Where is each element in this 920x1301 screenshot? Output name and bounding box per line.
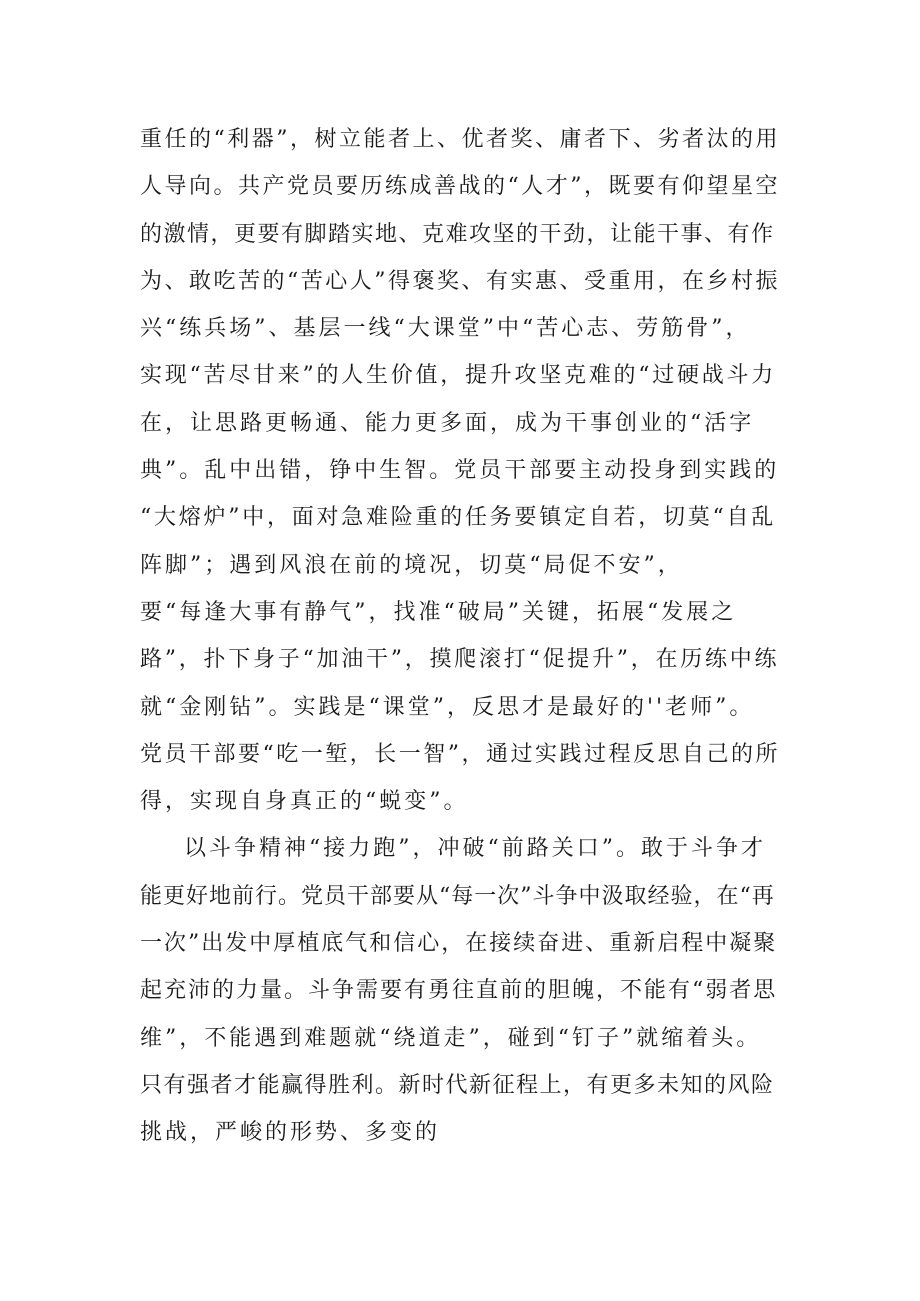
text-line: 重任的“利器”，树立能者上、优者奖、庸者下、劣者汰的用 <box>140 127 780 152</box>
text-line: 人导向。共产党员要历练成善战的“人才”，既要有仰望星空 <box>140 174 780 200</box>
text-line: 能更好地前行。党员干部要从“每一次”斗争中汲取经验，在“再 <box>140 883 775 909</box>
text-line: 为、敢吃苦的“苦心人”得褒奖、有实惠、受重用，在乡村振 <box>140 268 780 294</box>
text-line: 兴“练兵场”、基层一线“大课堂”中“苦心志、劳筋骨”， <box>140 316 751 342</box>
text-line: 要“每逢大事有静气”，找准“破局”关键，拓展“发展之 <box>140 599 737 625</box>
text-line: 党员干部要“吃一堑，长一智”，通过实践过程反思自己的所 <box>140 741 780 767</box>
text-line: 路”，扑下身子“加油干”，摸爬滚打“促提升”，在历练中练 <box>140 647 780 673</box>
text-line: “大熔炉”中，面对急难险重的任务要镇定自若，切莫“自乱 <box>140 505 776 531</box>
text-line: 典”。乱中出错，铮中生智。党员干部要主动投身到实践的 <box>140 458 780 484</box>
text-line: 一次”出发中厚植底气和信心，在接续奋进、重新启程中凝聚 <box>140 931 778 957</box>
text-line: 只有强者才能赢得胜利。新时代新征程上，有更多未知的风险 <box>140 1072 775 1098</box>
text-line: 维”，不能遇到难题就“绕道走”，碰到“钉子”就缩着头。 <box>140 1025 762 1051</box>
text-line: 实现“苦尽甘来”的人生价值，提升攻坚克难的“过硬战斗力 <box>140 363 776 389</box>
text-line: 的激情，更要有脚踏实地、克难攻坚的干劲，让能干事、有作 <box>140 221 775 247</box>
text-line: 起充沛的力量。斗争需要有勇往直前的胆魄，不能有“弱者思 <box>140 978 778 1004</box>
text-line: 就“金刚钻”。实践是“课堂”，反思才是最好的''老师”。 <box>140 694 755 720</box>
text-line: 得，实现自身真正的“蜕变”。 <box>140 789 469 815</box>
text-line: 挑战，严峻的形势、多变的 <box>140 1120 441 1146</box>
paragraph-first-line: 以斗争精神“接力跑”，冲破“前路关口”。敢于斗争才 <box>184 836 766 862</box>
document-body <box>140 116 780 1157</box>
text-line: 在，让思路更畅通、能力更多面，成为干事创业的“活字 <box>140 410 755 436</box>
text-line: 阵脚”；遇到风浪在前的境况，切莫“局促不安”， <box>140 552 683 578</box>
